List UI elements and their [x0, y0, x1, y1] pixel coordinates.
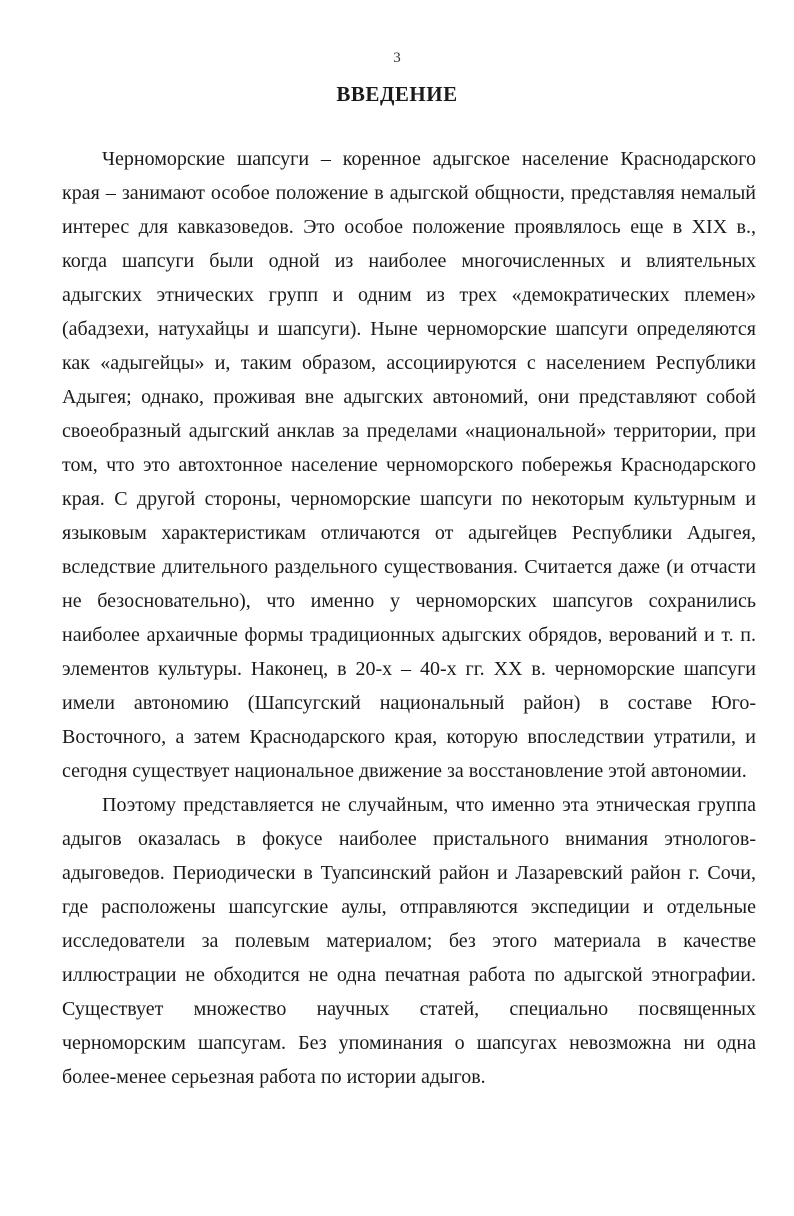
page-title: ВВЕДЕНИЕ: [336, 82, 458, 106]
body-text: [62, 142, 756, 1094]
page-number: 3: [393, 50, 401, 66]
paragraph-1: Черноморские шапсуги – коренное адыгское население Краснодарского края – занимают особое положение в адыгской общности, представляя немалый интерес для кавказоведов. Это особое положение проявлялось еще в XIX в., когда шапсуги были одной из наиболее многочисленных и влиятельных адыгских этнических групп и одним из трех «демократических племен» (абадзехи, натухайцы и шапсуги). Ныне черноморские шапсуги определяются как «адыгейцы» и, таким образом, ассоциируются с населением Республики Адыгея; однако, проживая вне адыгских автономий, они представляют собой своеобразный адыгский анклав за пределами «национальной» территории, при том, что это автохтонное население черноморского побережья Краснодарского края. С другой стороны, черноморские шапсуги по некоторым культурным и языковым характеристикам отличаются от адыгейцев Республики Адыгея, вследствие длительного раздельного существования. Считается даже (и отчасти не безосновательно), что именно у черноморских шапсугов сохранились наиболее архаичные формы традиционных адыгских обрядов, верований и т. п. элементов культуры. Наконец, в 20-х – 40-х гг. XX в. черноморские шапсуги имели автономию (Шапсугский национальный район) в составе Юго-Восточного, а затем Краснодарского края, которую впоследствии утратили, и сегодня существует национальное движение за восстановление этой автономии.: [62, 148, 756, 782]
paragraph-2: Поэтому представляется не случайным, что именно эта этническая группа адыгов оказалась в фокусе наиболее пристального внимания этнологов-адыговедов. Периодически в Туапсинский район и Лазаревский район г. Сочи, где расположены шапсугские аулы, отправляются экспедиции и отдельные исследователи за полевым материалом; без этого материала в качестве иллюстрации не обходится не одна печатная работа по адыгской этнографии. Существует множество научных статей, специально посвященных черноморским шапсугам. Без упоминания о шапсугах невозможна ни одна более-менее серьезная работа по истории адыгов.: [62, 794, 756, 1088]
